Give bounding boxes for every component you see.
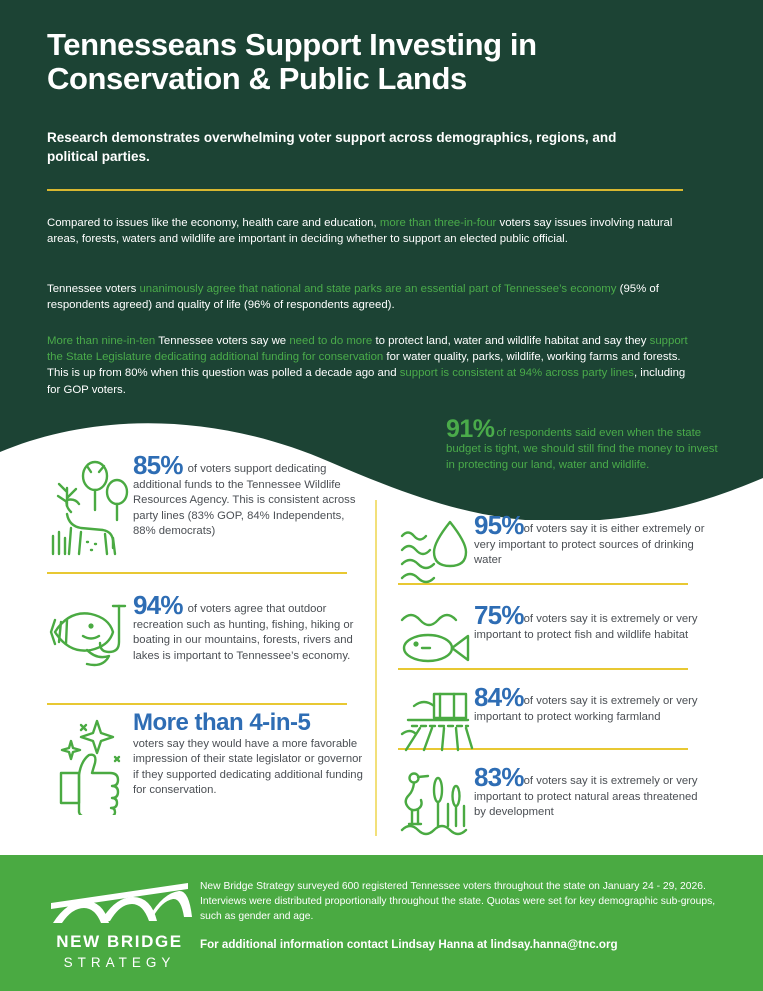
plain-phrase: to protect land, water and wildlife habitat and say they	[372, 335, 650, 347]
stat-text-95-wrap	[474, 510, 708, 593]
header-divider-rule	[47, 189, 683, 191]
plain-phrase: voters say issues involving natural areas, forests, waters and wildlife are important in deciding whether to support an elected public official.	[47, 217, 673, 246]
stat-desc-94: of voters agree that outdoor recreation such as hunting, fishing, hiking or boating in our mountains, forests, rivers and lakes is important to Tennessee’s economy.	[133, 603, 354, 662]
page-subtitle: Research demonstrates overwhelming voter support across demographics, regions, and political parties.	[47, 130, 617, 164]
stat-text-83-wrap	[474, 762, 708, 841]
logo-line-1: NEW BRIDGE	[56, 932, 183, 951]
stat-desc-75: of voters say it is extremely or very important to protect fish and wildlife habitat	[474, 613, 698, 641]
tractor-farmland-icon	[398, 690, 474, 757]
stat-block-84	[398, 682, 708, 757]
stat-desc-95: of voters say it is either extremely or very important to protect sources of drinking water	[474, 523, 705, 567]
bridge-icon	[47, 877, 192, 925]
page-title: Tennesseans Support Investing in Conservation & Public Lands	[47, 27, 537, 96]
highlighted-phrase: unanimously agree that national and state parks are an essential part of Tennessee’s economy	[139, 283, 617, 295]
stat-desc-83: of voters say it is extremely or very important to protect natural areas threatened by development	[474, 775, 698, 819]
stat-block-4-in-5	[47, 709, 365, 820]
left-divider-1	[47, 572, 347, 574]
stat-number-94: 94%	[133, 590, 183, 620]
left-divider-2	[47, 703, 347, 705]
stat-desc-4-in-5: voters say they would have a more favorable impression of their state legislator or governor if they supported dedicating additional funding for conservation.	[133, 737, 363, 797]
highlighted-phrase: need to do more	[289, 335, 373, 347]
thumbs-up-sparkle-icon	[47, 715, 133, 820]
stat-block-95	[398, 510, 708, 593]
plain-phrase: Compared to issues like the economy, health care and education,	[47, 217, 380, 229]
stat-number-91: 91%	[446, 415, 495, 443]
stat-number-85: 85%	[133, 450, 183, 480]
stat-number-83: 83%	[474, 762, 524, 792]
plain-phrase: (95% of respondents agreed) and quality of life (96% of respondents agreed).	[47, 283, 659, 312]
plain-phrase: Tennessee voters	[47, 283, 140, 295]
plain-phrase: Tennessee voters say we	[155, 335, 290, 347]
stat-text-91: of respondents said even when the state budget is tight, we should still find the money to invest in protecting our land, water and wildlife.	[446, 427, 718, 471]
stat-text-4-in-5-wrap	[133, 709, 365, 820]
stat-block-85	[47, 450, 365, 563]
plain-phrase: , including for GOP voters.	[47, 367, 686, 396]
stat-desc-85: of voters support dedicating additional funds to the Tennessee Wildlife Resources Agency. This is consistent across party lines (83% GOP, 84% Independents, 88% democrats)	[133, 463, 356, 538]
intro-paragraph-3	[47, 333, 692, 398]
fish-waves-icon	[398, 608, 474, 675]
heron-wetland-icon	[398, 770, 474, 841]
methodology-note: New Bridge Strategy surveyed 600 registered Tennessee voters throughout the state on January 24 - 29, 2026. Interviews were distributed proportionally throughout the state. Quotas were set for key demographic sub-groups, such as gender and age.	[200, 881, 716, 922]
water-droplet-icon	[398, 518, 474, 593]
column-separator-rule	[375, 500, 377, 836]
stat-text-94-wrap	[133, 590, 365, 683]
plain-phrase: for water quality, parks, wildlife, working farms and forests. This is up from 80% when this question was polled a decade ago and	[47, 351, 681, 380]
new-bridge-strategy-logo	[47, 877, 192, 970]
stats-body	[0, 400, 763, 855]
highlighted-phrase: More than nine-in-ten	[47, 335, 156, 347]
stat-number-84: 84%	[474, 682, 524, 712]
stat-desc-84: of voters say it is extremely or very important to protect working farmland	[474, 695, 698, 723]
fish-hook-icon	[47, 598, 133, 683]
stat-text-85-wrap	[133, 450, 365, 563]
contact-line: For additional information contact Lindsay Hanna at lindsay.hanna@tnc.org	[200, 938, 618, 951]
highlighted-phrase: more than three-in-four	[379, 217, 497, 229]
stat-block-75	[398, 600, 708, 675]
deer-forest-icon	[47, 458, 133, 563]
logo-line-2: STRATEGY	[63, 955, 176, 970]
stat-number-4-in-5: More than 4-in-5	[133, 709, 311, 736]
stat-block-83	[398, 762, 708, 841]
highlighted-phrase: support is consistent at 94% across party lines	[399, 367, 634, 380]
stat-text-75-wrap	[474, 600, 708, 675]
stat-text-84-wrap	[474, 682, 708, 757]
intro-paragraph-1	[47, 215, 692, 247]
intro-paragraph-2	[47, 281, 692, 313]
stat-block-94	[47, 590, 365, 683]
highlighted-phrase: support the State Legislature dedicating additional funding for conservation	[47, 335, 688, 364]
stat-number-75: 75%	[474, 600, 524, 630]
footer	[0, 855, 763, 991]
stat-number-95: 95%	[474, 510, 524, 540]
